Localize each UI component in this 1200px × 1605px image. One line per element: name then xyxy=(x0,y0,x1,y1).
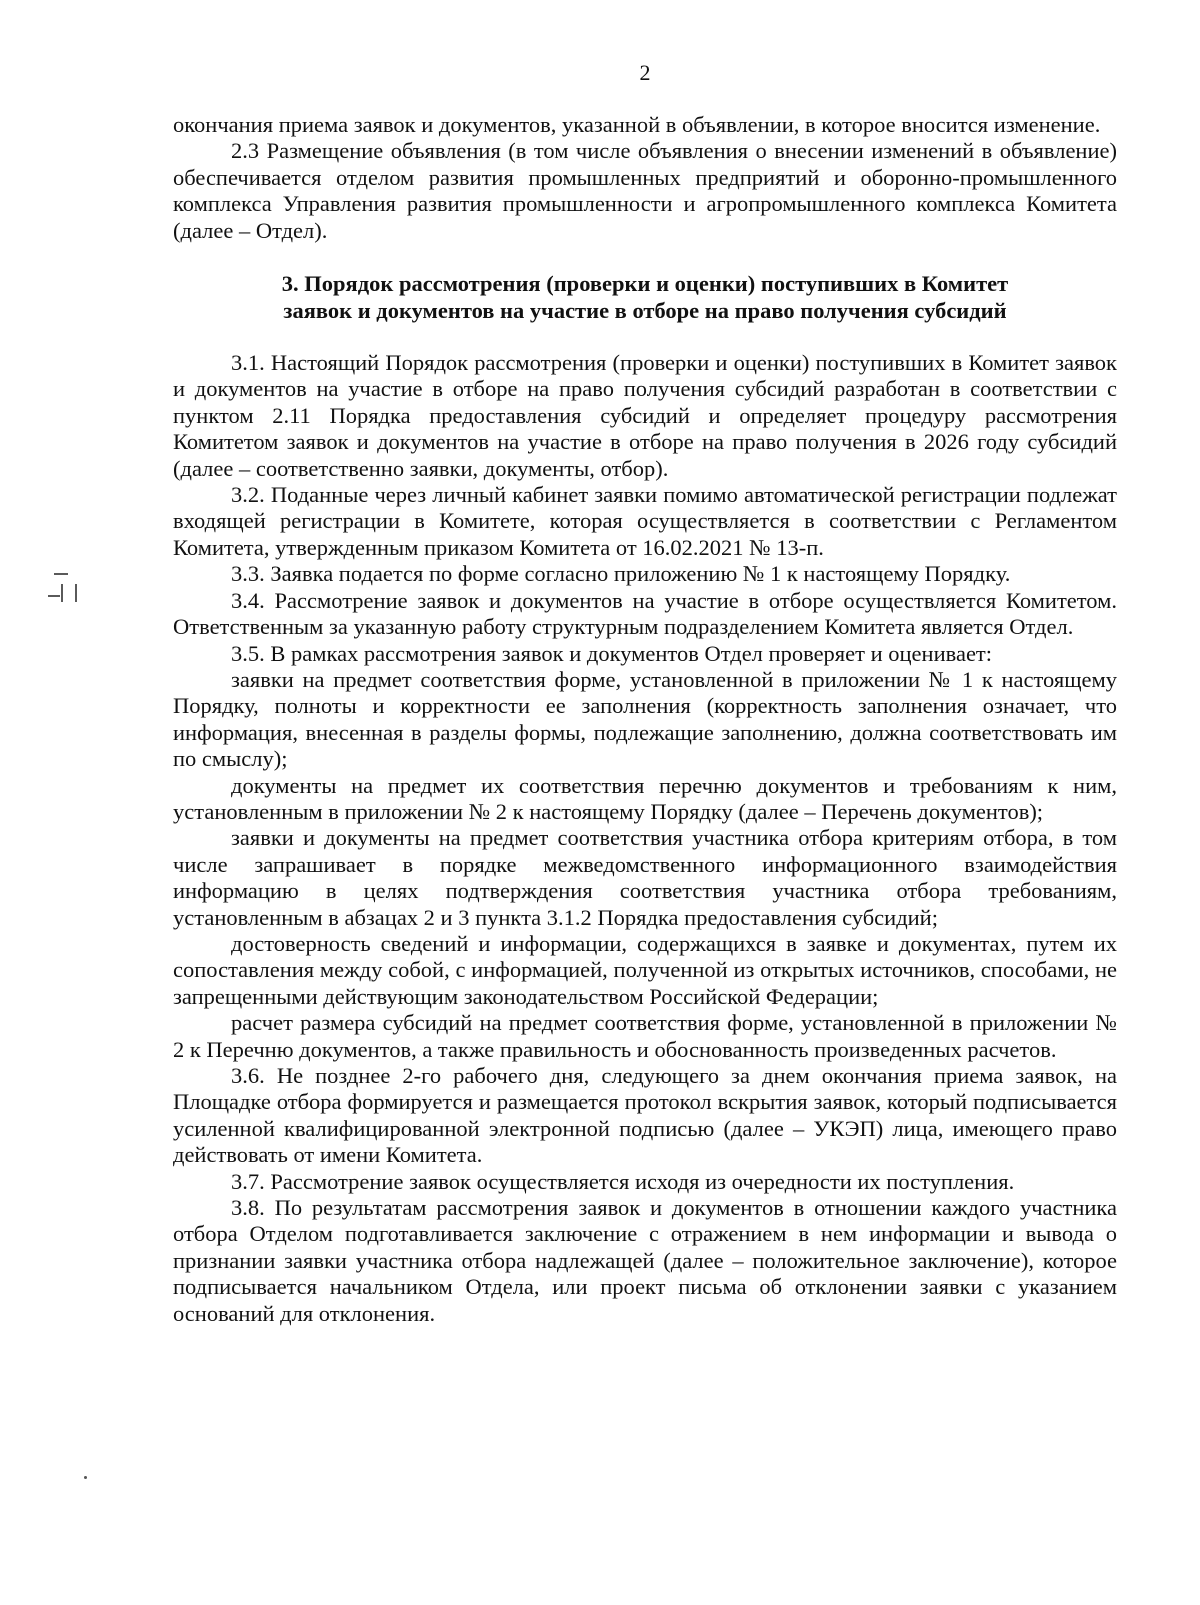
paragraph-continuation: окончания приема заявок и документов, указанной в объявлении, в которое вносится изменение. xyxy=(173,112,1101,137)
page-number: 2 xyxy=(639,60,651,85)
paragraph-3-1: 3.1. Настоящий Порядок рассмотрения (проверки и оценки) поступивших в Комитет заявок и документов на участие в отборе на право получения субсидий разработан в соответствии с пунктом 2.11 Порядка предоставления субсидий и определяет процедуру рассмотрения Комитетом заявок и документов на участие в отборе на право получения в 2026 году субсидий (далее – соответственно заявки, документы, отбор). xyxy=(173,350,1117,481)
list-item-applications: заявки на предмет соответствия форме, установленной в приложении № 1 к настоящему Порядку, полноты и корректности ее заполнения (корректность заполнения означает, что информация, внесенная в разделы формы, подлежащие заполнению, должна соответствовать им по смыслу); xyxy=(173,666,1117,772)
list-item-criteria: заявки и документы на предмет соответствия участника отбора критериям отбора, в том числе запрашивает в порядке межведомственного информационного взаимодействия информацию в целях подтверждения соответствия участника отбора требованиям, установленным в абзацах 2 и 3 пункта 3.1.2 Порядка предоставления субсидий; xyxy=(173,825,1117,930)
section-heading xyxy=(173,270,1117,324)
list-item-documents: документы на предмет их соответствия перечню документов и требованиям к ним, установленным в приложении № 2 к настоящему Порядку (далее – Перечень документов); xyxy=(173,772,1117,824)
margin-dot xyxy=(84,1476,87,1479)
paragraph-3-8: 3.8. По результатам рассмотрения заявок и документов в отношении каждого участника отбора Отделом подготавливается заключение с отражением в нем информации и вывода о признании заявки участника отбора надлежащей (далее – положительное заключение), которое подписывается начальником Отдела, или проект письма об отклонении заявки с указанием оснований для отклонения. xyxy=(173,1195,1117,1326)
list-item-reliability: достоверность сведений и информации, содержащихся в заявке и документах, путем их сопоставления между собой, с информацией, полученной из открытых источников, способами, не запрещенными действующим законодательством Российской Федерации; xyxy=(173,930,1117,1009)
paragraph-3-7: 3.7. Рассмотрение заявок осуществляется исходя из очередности их поступления. xyxy=(231,1168,1015,1194)
paragraph-2-3: 2.3 Размещение объявления (в том числе объявления о внесении изменений в объявление) обеспечивается отделом развития промышленных предприятий и оборонно-промышленного комплекса Управления развития промышленности и агропромышленного комплекса Комитета (далее – Отдел). xyxy=(173,138,1117,243)
paragraph-3-5: 3.5. В рамках рассмотрения заявок и документов Отдел проверяет и оценивает: xyxy=(231,640,993,666)
list-item-calculation: расчет размера субсидий на предмет соответствия форме, установленной в приложении № 2 к Перечню документов, а также правильность и обоснованность произведенных расчетов. xyxy=(173,1010,1117,1062)
paragraph-3-6: 3.6. Не позднее 2-го рабочего дня, следующего за днем окончания приема заявок, на Площадке отбора формируется и размещается протокол вскрытия заявок, который подписывается усиленной квалифицированной электронной подписью (далее – УКЭП) лица, имеющего право действовать от имени Комитета. xyxy=(173,1063,1117,1168)
section-heading-line-1: 3. Порядок рассмотрения (проверки и оценки) поступивших в Комитет xyxy=(281,271,1009,297)
document-body xyxy=(173,112,1117,1327)
margin-mark xyxy=(48,570,88,610)
section-heading-line-2: заявок и документов на участие в отборе на право получения субсидий xyxy=(283,298,1007,324)
paragraph-3-2: 3.2. Поданные через личный кабинет заявки помимо автоматической регистрации подлежат входящей регистрации в Комитете, которая осуществляется в соответствии с Регламентом Комитета, утвержденным приказом Комитета от 16.02.2021 № 13-п. xyxy=(173,482,1117,560)
paragraph-3-3: 3.3. Заявка подается по форме согласно приложению № 1 к настоящему Порядку. xyxy=(231,561,1011,587)
paragraph-3-4: 3.4. Рассмотрение заявок и документов на участие в отборе осуществляется Комитетом. Ответственным за указанную работу структурным подразделением Комитета является Отдел. xyxy=(173,587,1117,640)
